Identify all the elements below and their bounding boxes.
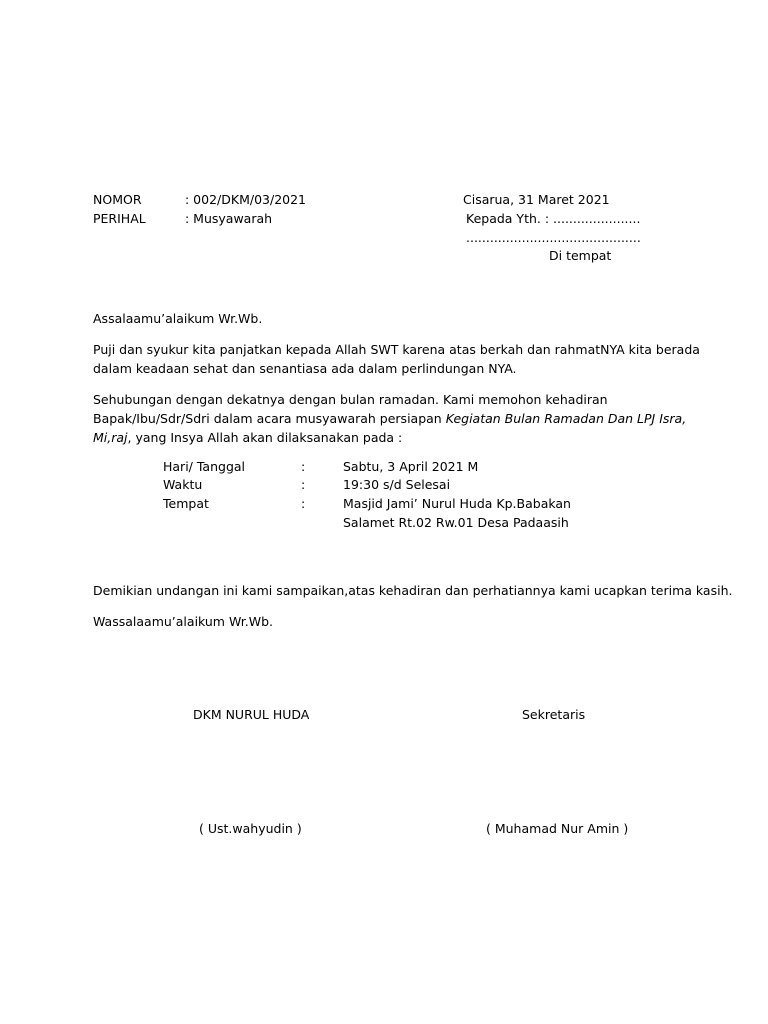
schedule-label-tempat: Tempat <box>163 496 209 511</box>
signature-left-title: DKM NURUL HUDA <box>193 707 310 722</box>
nomor-label: NOMOR <box>93 192 142 207</box>
paragraph-2 <box>93 390 686 447</box>
perihal-label: PERIHAL <box>93 211 146 226</box>
nomor-value: : 002/DKM/03/2021 <box>185 192 307 207</box>
closing-text: Demikian undangan ini kami sampaikan,atas kehadiran dan perhatiannya kami ucapkan terima kasih. <box>93 583 733 598</box>
paragraph-1 <box>93 340 700 378</box>
schedule-colon: : <box>301 459 306 474</box>
kepada-dots: ............................................ <box>466 230 641 245</box>
signature-left-name: ( Ust.wahyudin ) <box>199 821 302 836</box>
paragraph-2-line-1: Sehubungan dengan dekatnya dengan bulan ramadan. Kami memohon kehadiran <box>93 392 608 407</box>
perihal-value: : Musyawarah <box>185 211 273 226</box>
paragraph-2-line-3 <box>93 428 686 447</box>
schedule-label-waktu: Waktu <box>163 477 203 492</box>
schedule-value-tempat: Masjid Jami’ Nurul Huda Kp.Babakan <box>343 496 571 511</box>
paragraph-2-line-2 <box>93 409 686 428</box>
schedule-label-hari: Hari/ Tanggal <box>163 459 246 474</box>
paragraph-1-line-1: Puji dan syukur kita panjatkan kepada Allah SWT karena atas berkah dan rahmatNYA kita berada <box>93 342 700 357</box>
schedule-colon: : <box>301 477 306 492</box>
signature-right-name: ( Muhamad Nur Amin ) <box>486 821 629 836</box>
salam-open: Assalaamu’alaikum Wr.Wb. <box>93 311 263 326</box>
event-name-italic: Kegiatan Bulan Ramadan Dan LPJ Isra, <box>445 411 687 426</box>
di-tempat: Di tempat <box>549 248 612 263</box>
schedule-colon: : <box>301 496 306 511</box>
signature-right-title: Sekretaris <box>522 707 586 722</box>
paragraph-2-plain-text: Bapak/Ibu/Sdr/Sdri dalam acara musyawarah persiapan <box>93 411 446 426</box>
salam-close: Wassalaamu’alaikum Wr.Wb. <box>93 614 273 629</box>
paragraph-2-plain-text-cont: , yang Insya Allah akan dilaksanakan pada : <box>127 430 403 445</box>
schedule-value-hari: Sabtu, 3 April 2021 M <box>343 459 479 474</box>
kepada-line: Kepada Yth. : ...................... <box>466 211 641 226</box>
event-name-italic-cont: Mi,raj <box>93 430 128 445</box>
schedule-value-waktu: 19:30 s/d Selesai <box>343 477 451 492</box>
place-date: Cisarua, 31 Maret 2021 <box>463 192 610 207</box>
schedule-value-tempat-line-2: Salamet Rt.02 Rw.01 Desa Padaasih <box>343 515 569 530</box>
paragraph-1-line-2: dalam keadaan sehat dan senantiasa ada dalam perlindungan NYA. <box>93 361 517 376</box>
